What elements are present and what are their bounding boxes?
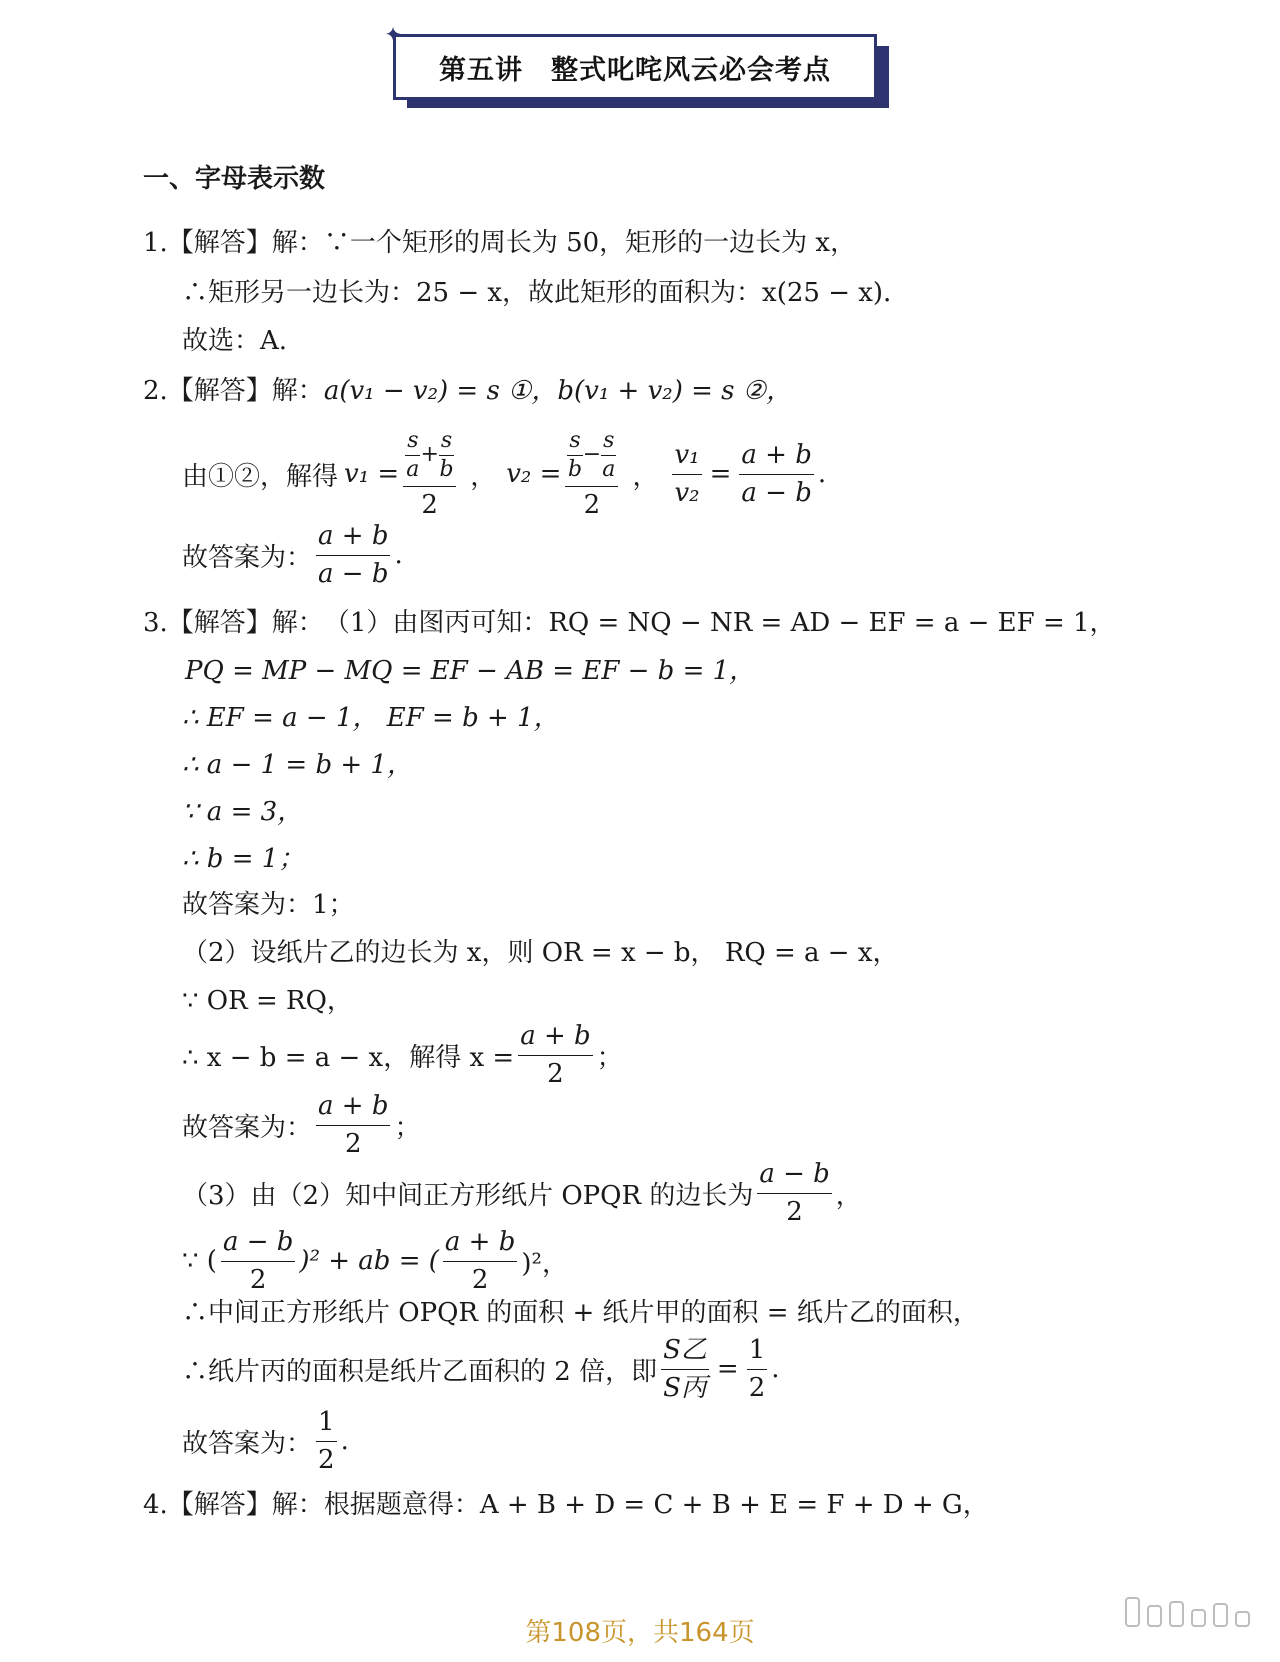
q1-label: 1.【解答】解： [143,228,324,258]
q2-answer-prefix: 故答案为： [182,542,313,573]
q3-text1: （1）由图丙可知：RQ = NQ − NR = AD − EF = a − EF = 1， [323,608,1116,638]
q3-line12: （3）由（2）知中间正方形纸片 OPQR 的边长为 $\frac{a - b}{2}$ ， [182,1158,862,1227]
section-heading: 一、字母表示数 [143,164,326,194]
q2-v1-fraction: $\frac{s}{a}$ + $\frac{s}{b}$ 2 [403,429,456,520]
q3-line13 [182,1228,568,1294]
q3-line16: 故答案为： $\frac{1}{2}$ . [182,1406,349,1475]
q3-eq-fraction-right: $\frac{a + b}{2}$ [444,1226,516,1295]
q4-text1: 根据题意得：A + B + D = C + B + E = F + D + G， [323,1490,989,1520]
q2-v2-fraction: $\frac{s}{b}$ − $\frac{s}{a}$ 2 [565,429,618,520]
q3-text13c: )²， [521,1248,568,1279]
q1-line3: 故选：A. [182,326,288,356]
q3-label: 3.【解答】解： [143,608,324,638]
q2-answer: 故答案为： $\frac{a + b}{a - b}$ . [182,520,403,589]
q4-line1 [143,1484,989,1521]
q2-line2: 由①②，解得 v₁ = $\frac{s}{a}$ + $\frac{s}{b}$ 2 ， v₂ = $\frac{s}{b}$ − $\frac{s}{a}$ 2 ， $\frac{\text{v₁}}{\text{v₂}}$ = $\frac{a + b}{a - b}$ . [182,427,827,520]
q2-v2-eq: v₂ = [506,459,562,489]
q2-v1-eq: v₁ = [344,459,400,489]
q3-line1 [143,602,1116,639]
q3-text13a: ∵ ( [182,1246,217,1276]
q3-answer2-fraction: $\frac{a + b}{2}$ [318,1090,389,1159]
q3-line15: ∴纸片丙的面积是纸片乙面积的 2 倍，即 $\frac{\text{S乙}}{\text{S丙}}$ = $\frac{1}{2}$ . [182,1334,780,1403]
q1-line1 [143,222,856,259]
q3-line8: （2）设纸片乙的边长为 x，则 OR = x − b， RQ = a − x， [182,938,899,968]
q2-text1: a(v₁ − v₂) = s ①，b(v₁ + v₂) = s ②， [323,376,793,406]
q3-line6: ∴ b = 1； [182,844,305,874]
q3-text15: ∴纸片丙的面积是纸片乙面积的 2 倍，即 [182,1356,658,1387]
q2-label: 2.【解答】解： [143,376,324,406]
q1-line2: ∴矩形另一边长为：25 − x，故此矩形的面积为：x(25 − x)． [182,278,910,308]
q3-text13b: )² + ab = ( [299,1246,439,1276]
q3-side-fraction: $\frac{a - b}{2}$ [759,1158,830,1227]
q3-text11: 故答案为： [182,1112,313,1143]
q3-text12: （3）由（2）知中间正方形纸片 OPQR 的边长为 [182,1180,754,1211]
q1-text1: ∵一个矩形的周长为 50，矩形的一边长为 x， [323,228,857,258]
q2-line1 [143,370,792,407]
page-number: 第108页，共164页 [525,1618,755,1648]
q3-line7: 故答案为：1； [182,890,355,920]
q3-line4: ∴ a − 1 = b + 1， [182,750,413,780]
q3-line5: ∵ a = 3， [182,797,304,827]
q2-ratio-fraction: $\frac{\text{v₁}}{\text{v₂}}$ [674,439,700,508]
q3-line2: PQ = MP − MQ = EF − AB = EF − b = 1， [185,656,756,686]
q3-line11: 故答案为： $\frac{a + b}{2}$ ； [182,1090,421,1159]
q3-line14: ∴中间正方形纸片 OPQR 的面积 + 纸片甲的面积 = 纸片乙的面积， [182,1298,979,1328]
q3-answer3-fraction: $\frac{1}{2}$ [318,1406,335,1475]
star-icon: ✦ [384,22,402,46]
q3-text16: 故答案为： [182,1428,313,1459]
q2-ratio-result: $\frac{a + b}{a - b}$ [741,439,812,508]
q2-answer-fraction: $\frac{a + b}{a - b}$ [318,520,389,589]
banner-box [393,34,877,100]
q3-area-ratio-value: $\frac{1}{2}$ [748,1334,766,1403]
q3-line9: ∵ OR = RQ， [182,986,353,1016]
q3-text10: ∴ x − b = a − x，解得 x = [182,1042,515,1073]
watermark-icon [1125,1597,1250,1627]
q3-x-fraction: $\frac{a + b}{2}$ [520,1020,591,1089]
q3-line10: ∴ x − b = a − x，解得 x = $\frac{a + b}{2}$ ； [182,1020,623,1089]
title-banner [384,22,893,112]
q3-line3: ∴ EF = a − 1， EF = b + 1， [182,703,560,733]
q3-eq-fraction-left: $\frac{a - b}{2}$ [222,1226,294,1295]
page-title: 第五讲 整式叱咤风云必会考点 [439,54,831,86]
q4-label: 4.【解答】解： [143,1490,324,1520]
q2-prefix: 由①②，解得 [182,461,339,492]
q3-area-ratio: $\frac{\text{S乙}}{\text{S丙}}$ [663,1334,707,1403]
